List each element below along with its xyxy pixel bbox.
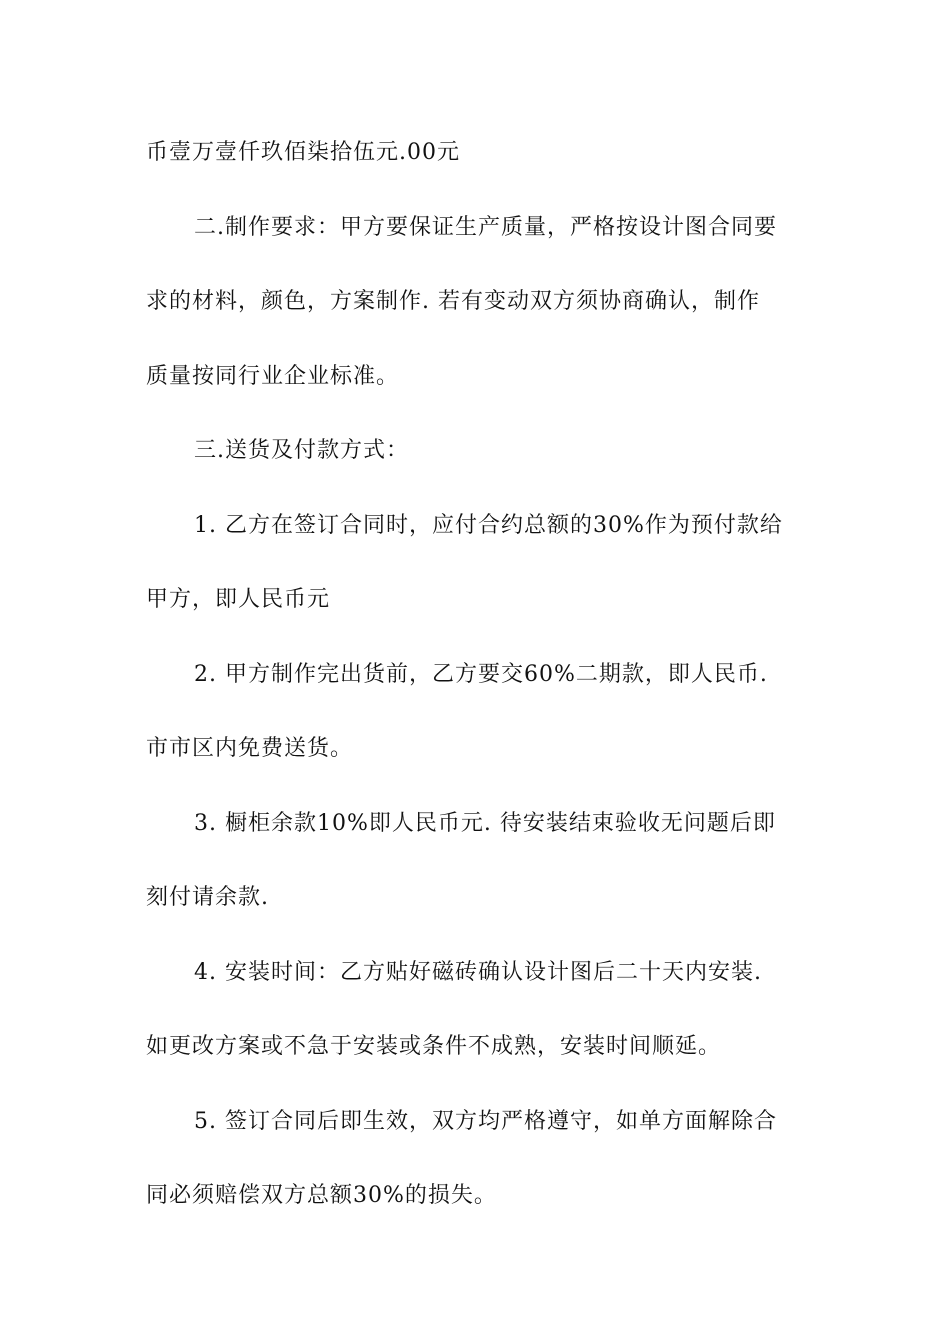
clause-5-contract-effect: 5. 签订合同后即生效，双方均严格遵守，如单方面解除合: [194, 1108, 777, 1134]
text-line-15: 同必须赔偿双方总额30%的损失。: [146, 1183, 497, 1208]
text-line-9: 市市区内免费送货。: [146, 736, 354, 761]
contract-body: [146, 132, 808, 1250]
text-line-7: 甲方，即人民币元: [146, 587, 331, 612]
text-line-11: 刻付请余款.: [146, 885, 269, 910]
section-3-delivery-payment: 三.送货及付款方式：: [194, 438, 409, 463]
clause-2-second-payment: 2. 甲方制作完出货前，乙方要交60%二期款，即人民币.: [194, 661, 768, 687]
clause-1-prepayment: 1. 乙方在签订合同时，应付合约总额的30%作为预付款给: [194, 512, 783, 538]
clause-3-balance-payment: 3. 橱柜余款10%即人民币元. 待安装结束验收无问题后即: [194, 810, 776, 836]
text-line-13: 如更改方案或不急于安装或条件不成熟，安装时间顺延。: [146, 1034, 722, 1059]
text-line-1: 币壹万壹仟玖佰柒拾伍元.00元: [146, 140, 460, 165]
clause-4-installation-time: 4. 安装时间：乙方贴好磁砖确认设计图后二十天内安装.: [194, 959, 762, 985]
text-line-3: 求的材料，颜色，方案制作. 若有变动双方须协商确认，制作: [146, 289, 760, 314]
section-2-production-requirements: 二.制作要求：甲方要保证生产质量，严格按设计图合同要: [194, 214, 777, 240]
text-line-4: 质量按同行业企业标准。: [146, 363, 400, 389]
